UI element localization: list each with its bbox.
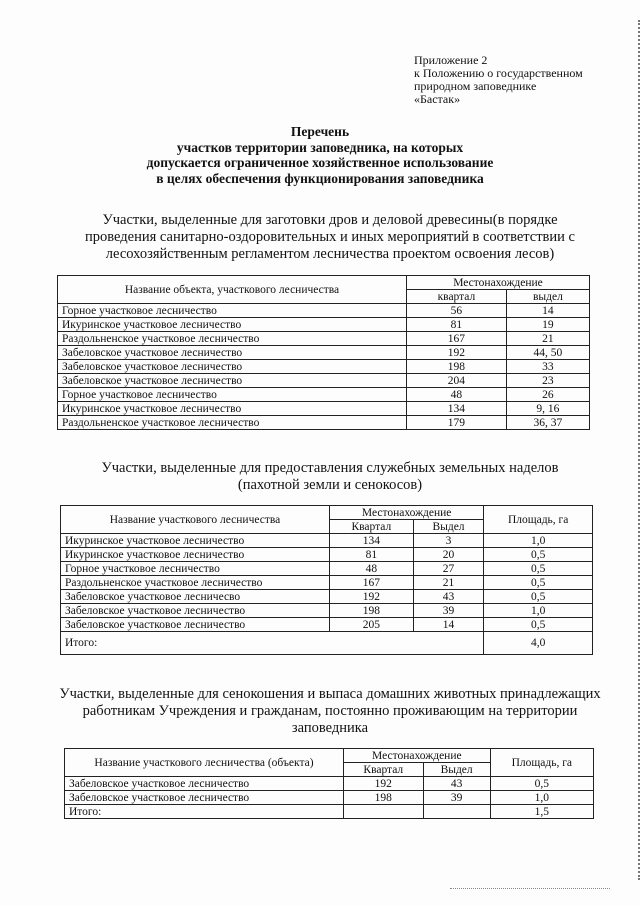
heading-line: лесохозяйственным регламентом лесничества проектом освоения лесов)	[105, 246, 555, 262]
cell-name: Раздольненское участковое лесничество	[61, 576, 330, 590]
cell-kvartal: 81	[330, 548, 414, 562]
annex-line: «Бастак»	[414, 92, 461, 106]
table-row	[61, 576, 593, 590]
cell-vydel: 36, 37	[506, 416, 589, 430]
table-row	[58, 332, 590, 346]
cell-name: Икуринское участковое лесничество	[61, 548, 330, 562]
cell-vydel: 43	[423, 777, 490, 791]
annex-note	[414, 54, 583, 106]
cell-kvartal: 48	[330, 562, 414, 576]
cell-kvartal: 192	[330, 590, 414, 604]
cell-kvartal: 167	[330, 576, 414, 590]
cell-kvartal: 192	[344, 777, 424, 791]
cell-vydel: 33	[506, 360, 589, 374]
heading-line: (пахотной земли и сенокосов)	[237, 477, 423, 493]
total-value: 1,5	[490, 805, 593, 819]
col-area: Площадь, га	[484, 506, 593, 534]
table-row	[61, 562, 593, 576]
haymaking-table	[64, 748, 594, 819]
cell-name: Икуринское участковое лесничество	[58, 318, 407, 332]
col-kvartal: Квартал	[330, 520, 414, 534]
total-label: Итого:	[61, 632, 484, 655]
cell-name: Раздольненское участковое лесничество	[58, 332, 407, 346]
col-vydel: Выдел	[423, 763, 490, 777]
heading-line: Участки, выделенные для сенокошения и выпаса домашних животных принадлежащих	[59, 686, 601, 702]
table-row	[65, 777, 594, 791]
cell-kvartal: 198	[407, 360, 507, 374]
heading-line: заповедника	[291, 720, 369, 736]
cell-kvartal: 205	[330, 618, 414, 632]
cell-area: 1,0	[490, 791, 593, 805]
cell-name: Забеловское участковое лесничество	[65, 791, 344, 805]
table-row	[58, 416, 590, 430]
cell-kvartal: 48	[407, 388, 507, 402]
cell-name: Горное участковое лесничество	[58, 388, 407, 402]
title-line: Перечень	[290, 124, 350, 139]
firewood-table	[57, 275, 590, 430]
section1-heading	[40, 212, 620, 263]
table-row	[61, 604, 593, 618]
cell-kvartal: 179	[407, 416, 507, 430]
col-kvartal: Квартал	[344, 763, 424, 777]
heading-line: проведения санитарно-оздоровительных и иных мероприятий в соответствии с	[85, 229, 575, 245]
table-row	[61, 534, 593, 548]
document-title	[0, 124, 640, 186]
cell-area: 0,5	[484, 618, 593, 632]
heading-line: работникам Учреждения и гражданам, постоянно проживающим на территории	[82, 703, 578, 719]
total-row	[61, 632, 593, 655]
cell-vydel: 14	[506, 304, 589, 318]
annex-line: Приложение 2	[414, 53, 488, 67]
total-row	[65, 805, 594, 819]
table-row	[61, 590, 593, 604]
cell-name: Забеловское участковое лесничество	[61, 618, 330, 632]
cell-name: Забеловское участковое лесничество	[58, 360, 407, 374]
allotment-table	[60, 505, 593, 655]
cell-vydel: 14	[413, 618, 484, 632]
table-row	[65, 791, 594, 805]
cell-vydel: 19	[506, 318, 589, 332]
cell-kvartal: 134	[330, 534, 414, 548]
table-row	[58, 388, 590, 402]
cell-vydel: 20	[413, 548, 484, 562]
table-row	[61, 548, 593, 562]
cell-name: Икуринское участковое лесничество	[61, 534, 330, 548]
cell-name: Забеловское участковое лесничество	[58, 374, 407, 388]
col-name: Название объекта, участкового лесничества	[58, 276, 407, 304]
cell-kvartal: 56	[407, 304, 507, 318]
total-label: Итого:	[65, 805, 344, 819]
cell-area: 1,0	[484, 604, 593, 618]
total-value: 4,0	[484, 632, 593, 655]
cell-name: Забеловское участковое лесничесво	[61, 590, 330, 604]
cell-vydel: 39	[423, 791, 490, 805]
cell-vydel: 9, 16	[506, 402, 589, 416]
cell-area: 0,5	[484, 576, 593, 590]
table-row	[61, 618, 593, 632]
section3-heading	[40, 686, 620, 737]
title-line: участков территории заповедника, на которых	[176, 139, 464, 155]
cell-name: Забеловское участковое лесничество	[61, 604, 330, 618]
table-row	[58, 374, 590, 388]
col-kvartal: квартал	[407, 290, 507, 304]
cell-vydel: 21	[413, 576, 484, 590]
cell-area: 0,5	[484, 590, 593, 604]
title-line: в целях обеспечения функционирования заповедника	[156, 170, 484, 186]
col-name: Название участкового лесничества (объекта)	[65, 749, 344, 777]
col-name: Название участкового лесничества	[61, 506, 330, 534]
cell-vydel: 26	[506, 388, 589, 402]
cell-area: 0,5	[484, 548, 593, 562]
col-area: Площадь, га	[490, 749, 593, 777]
cell-area: 0,5	[484, 562, 593, 576]
cell-vydel: 23	[506, 374, 589, 388]
cell-kvartal: 81	[407, 318, 507, 332]
cell-vydel: 43	[413, 590, 484, 604]
cell-vydel: 21	[506, 332, 589, 346]
col-location: Местонахождение	[344, 749, 491, 763]
cell-kvartal: 192	[407, 346, 507, 360]
cell-vydel: 39	[413, 604, 484, 618]
cell-area: 0,5	[490, 777, 593, 791]
heading-line: Участки, выделенные для предоставления служебных земельных наделов	[101, 460, 559, 476]
cell-vydel: 44, 50	[506, 346, 589, 360]
cell-area: 1,0	[484, 534, 593, 548]
cell-name: Забеловское участковое лесничество	[65, 777, 344, 791]
cell-vydel: 3	[413, 534, 484, 548]
table-row	[58, 318, 590, 332]
title-line: допускается ограниченное хозяйственное использование	[146, 155, 494, 170]
table-row	[58, 360, 590, 374]
cell-kvartal: 198	[344, 791, 424, 805]
cell-kvartal: 134	[407, 402, 507, 416]
cell-name: Забеловское участковое лесничество	[58, 346, 407, 360]
cell-kvartal: 167	[407, 332, 507, 346]
cell-name: Горное участковое лесничество	[61, 562, 330, 576]
cell-kvartal: 198	[330, 604, 414, 618]
table-row	[58, 304, 590, 318]
col-vydel: Выдел	[413, 520, 484, 534]
annex-line: природном заповеднике	[414, 79, 537, 93]
annex-line: к Положению о государственном	[414, 66, 583, 80]
col-vydel: выдел	[506, 290, 589, 304]
cell-name: Раздольненское участковое лесничество	[58, 416, 407, 430]
col-location: Местонахождение	[330, 506, 484, 520]
scan-artifact	[450, 888, 610, 889]
cell-name: Икуринское участковое лесничество	[58, 402, 407, 416]
cell-name: Горное участковое лесничество	[58, 304, 407, 318]
cell-vydel: 27	[413, 562, 484, 576]
table-row	[58, 402, 590, 416]
section2-heading	[40, 460, 620, 494]
table-row	[58, 346, 590, 360]
heading-line: Участки, выделенные для заготовки дров и деловой древесины(в порядке	[102, 212, 558, 228]
cell-kvartal: 204	[407, 374, 507, 388]
col-location: Местонахождение	[407, 276, 590, 290]
